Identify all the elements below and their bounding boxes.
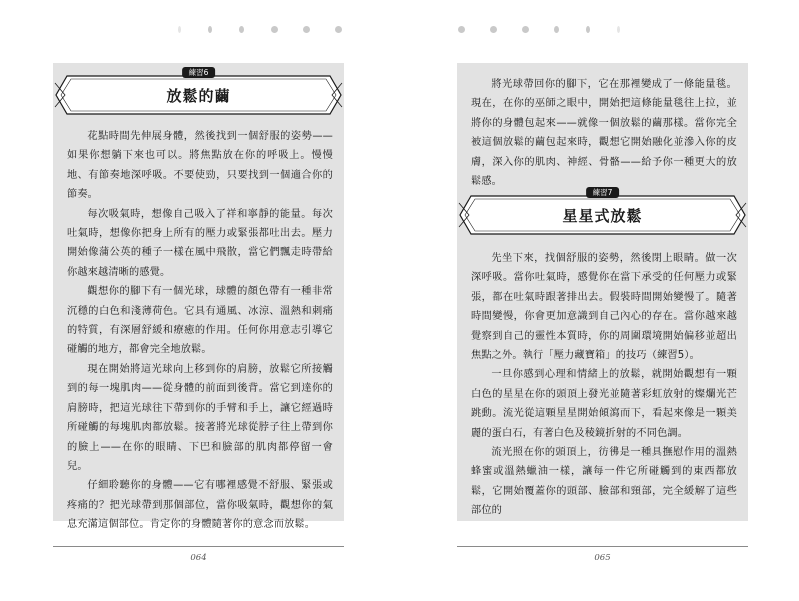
footer-rule (457, 546, 748, 547)
page-dot (490, 26, 497, 33)
exercise-banner (53, 68, 344, 117)
page-dot (586, 26, 590, 33)
exercise-tag: 練習6 (182, 67, 216, 78)
exercise-title: 放鬆的繭 (166, 87, 231, 105)
body-text (471, 249, 737, 521)
right-page-panel (457, 63, 748, 521)
paragraph: 花點時間先伸展身體，然後找到一個舒服的姿勢——如果你想躺下來也可以。將焦點放在你的呼吸上。慢慢地、有節奏地深呼吸。不要使勁，只要找到一個適合你的節奏。 (67, 131, 333, 201)
paragraph: 仔細聆聽你的身體——它有哪裡感覺不舒服、緊張或疼痛的？把光球帶到那個部位，當你吸氣時，觀想你的氣息充滿這個部位。肯定你的身體隨著你的意念而放鬆。 (67, 480, 333, 531)
left-page-panel (53, 63, 344, 531)
paragraph: 流光照在你的頭頂上，彷彿是一種具撫慰作用的溫熱蜂蜜或溫熱蠟油一樣，讓每一件它所碰觸到的東西都放鬆，它開始覆蓋你的頭部、臉部和頸部，完全緩解了這些部位的 (471, 447, 737, 517)
page-dot (554, 26, 559, 33)
paragraph: 觀想你的腳下有一個光球，球體的顏色帶有一種非常沉穩的白色和淺薄荷色。它具有通風、冰涼、溫熱和刺痛的特質，有深層舒緩和療癒的作用。任何你用意志引導它碰觸的地方，都會完全地放鬆。 (67, 286, 333, 356)
footer-rule (53, 546, 344, 547)
page-number: 065 (594, 553, 611, 563)
paragraph: 將光球帶回你的腳下，它在那裡變成了一條能量毯。現在，在你的巫師之眼中，開始把這條能量毯往上拉，並將你的身體包起來——就像一個放鬆的繭那樣。當你完全被這個放鬆的繭包起來時，觀想它開始融化並滲入你的皮膚，深入你的肌肉、神經、骨骼——給予你一種更大的放鬆感。 (471, 79, 737, 188)
exercise-banner (457, 188, 748, 237)
page-dot (458, 26, 465, 33)
paragraph: 現在開始將這光球向上移到你的肩膀，放鬆它所接觸到的每一塊肌肉——從身體的前面到後背。當它到達你的肩膀時，把這光球往下帶到你的手臂和手上，讓它經過時所碰觸的每塊肌肉都放鬆。接著將光球從脖子往上帶到你的臉上——在你的眼睛、下巴和臉部的肌肉都停留一會兒。 (67, 363, 333, 472)
paragraph: 每次吸氣時，想像自己吸入了祥和寧靜的能量。每次吐氣時，想像你把身上所有的壓力或緊張都吐出去。壓力開始像蒲公英的種子一樣在風中飛散，當它們飄走時帶給你越來越清晰的感覺。 (67, 208, 333, 278)
paragraph: 一旦你感到心理和情緒上的放鬆，就開始觀想有一顆白色的星星在你的頭頂上發光並隨著彩虹放射的燦爛光芒跳動。流光從這顆星星開始傾瀉而下，看起來像是一顆美麗的蛋白石，有著白色及稜鏡折射的不同色調。 (471, 369, 737, 439)
page-dot (617, 26, 620, 33)
paragraph: 先坐下來，找個舒服的姿勢，然後閉上眼睛。做一次深呼吸。當你吐氣時，感覺你在當下承受的任何壓力或緊張，都在吐氣時跟著排出去。假裝時間開始變慢了。隨著時間變慢，你會更加意識到自己內心的存在。當你越來越覺察到自己的靈性本質時，你的周圍環境開始偏移並超出焦點之外。執行「壓力藏寶箱」的技巧（練習5）。 (471, 253, 737, 362)
exercise-title: 星星式放鬆 (562, 207, 643, 225)
page-number: 064 (190, 553, 207, 563)
body-text (67, 127, 333, 535)
body-text-continued (471, 75, 737, 191)
page-dots-right (0, 26, 799, 38)
page-dot (522, 26, 529, 33)
exercise-tag: 練習7 (586, 187, 620, 198)
